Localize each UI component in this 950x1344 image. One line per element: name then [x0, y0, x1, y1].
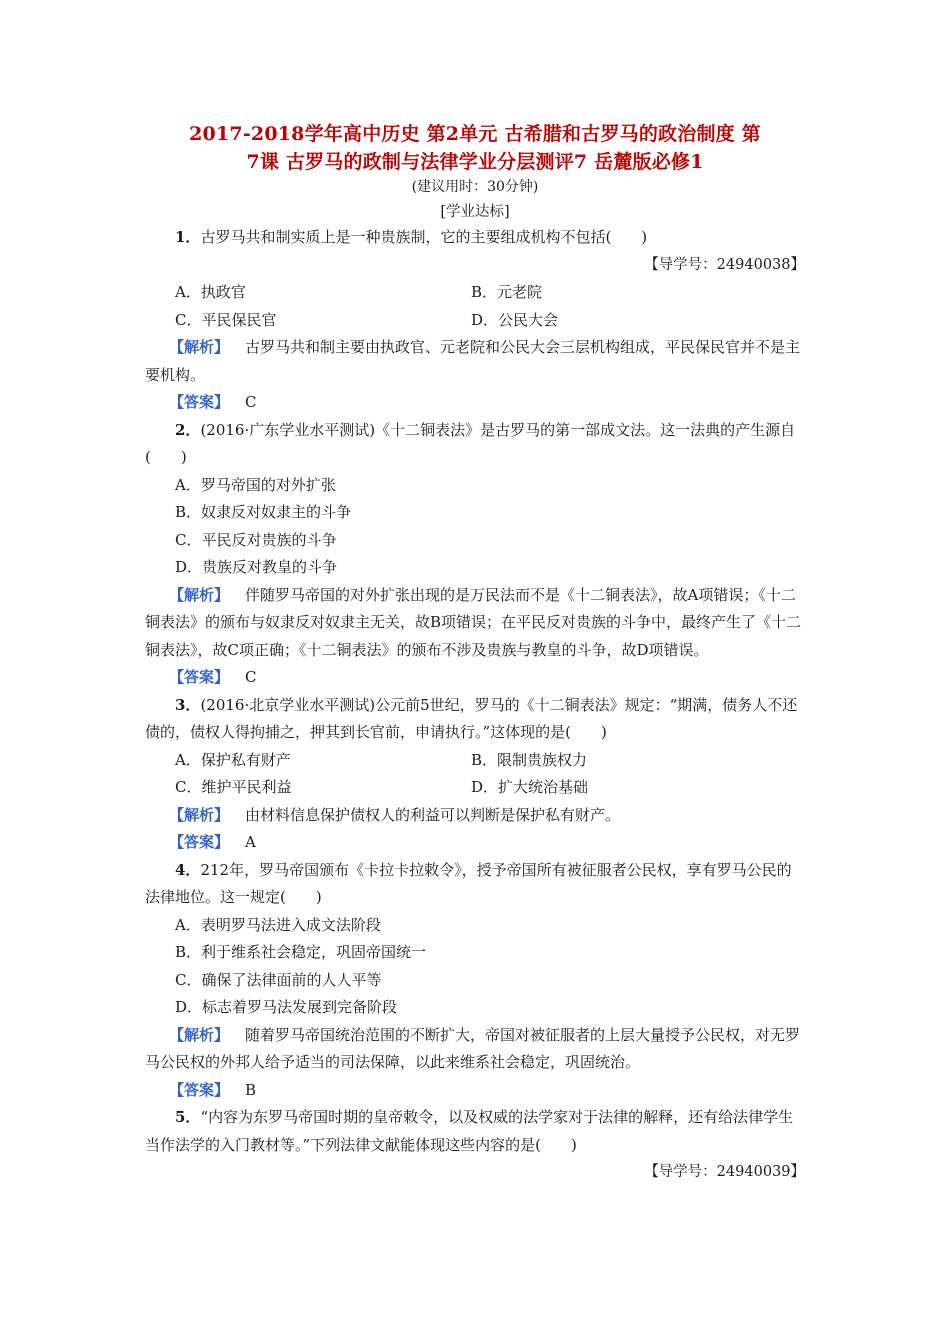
question-1 [145, 224, 805, 417]
question-4 [145, 857, 805, 1105]
option-a: A．保护私有财产 [175, 750, 291, 769]
guide-number: 【导学号：24940038】 [644, 256, 805, 273]
option-d: D．公民大会 [471, 310, 559, 329]
answer: 【答案】 A [169, 833, 256, 851]
guide-number: 【导学号：24940039】 [644, 1164, 805, 1180]
option-c: C．确保了法律面前的人人平等 [175, 970, 382, 989]
option-a: A．执政官 [175, 283, 246, 301]
title-line-1: 2017-2018学年高中历史 第2单元 古希腊和古罗马的政治制度 第 [189, 123, 761, 145]
analysis-tag: 【解析】 [169, 338, 230, 356]
question-stem: 4．212年，罗马帝国颁布《卡拉卡拉敕令》，授予帝国所有被征服者公民权，享有罗马公民的法律地位。这一规定( ) [145, 860, 792, 906]
answer-tag: 【答案】 [169, 833, 230, 851]
suggested-time: (建议用时：30分钟) [411, 179, 539, 195]
answer-tag: 【答案】 [169, 393, 230, 411]
options-row [145, 747, 805, 775]
document-title [145, 120, 805, 176]
question-stem: 1．古罗马共和制实质上是一种贵族制，它的主要组成机构不包括( ) [175, 228, 648, 246]
answer: 【答案】 C [169, 668, 257, 686]
options-row [145, 307, 805, 335]
analysis: 【解析】 伴随罗马帝国的对外扩张出现的是万民法而不是《十二铜表法》，故A项错误；《十二铜表法》的颁布与奴隶反对奴隶主无关，故B项错误；在平民反对贵族的斗争中，最终产生了《十二铜表法》，故C项正确；《十二铜表法》的颁布不涉及贵族与教皇的斗争，故D项错误。 [145, 585, 802, 659]
answer: 【答案】 B [169, 1080, 257, 1099]
title-line-2: 7课 古罗马的政制与法律学业分层测评7 岳麓版必修1 [246, 151, 704, 173]
option-d: D．扩大统治基础 [471, 778, 589, 796]
question-5 [145, 1104, 805, 1187]
option-b: B．元老院 [471, 283, 543, 301]
question-stem: 5．“内容为东罗马帝国时期的皇帝敕令，以及权威的法学家对于法律的解释，还有给法律学生当作法学的入门教材等。”下列法律文献能体现这些内容的是( ) [145, 1108, 794, 1154]
option-c: C．平民反对贵族的斗争 [175, 530, 337, 549]
question-2 [145, 417, 805, 692]
answer: 【答案】 C [169, 393, 257, 411]
question-stem: 2．(2016·广东学业水平测试)《十二铜表法》是古罗马的第一部成文法。这一法典的产生源自( ) [145, 420, 796, 466]
options-row [145, 774, 805, 802]
analysis: 【解析】 随着罗马帝国统治范围的不断扩大，帝国对被征服者的上层大量授予公民权，对无罗马公民权的外邦人给予适当的司法保障，以此来维系社会稳定，巩固统治。 [145, 1025, 801, 1071]
analysis: 【解析】 古罗马共和制主要由执政官、元老院和公民大会三层机构组成，平民保民官并不是主要机构。 [145, 338, 801, 384]
answer-tag: 【答案】 [169, 668, 230, 686]
question-stem: 3．(2016·北京学业水平测试)公元前5世纪，罗马的《十二铜表法》规定：“期满，债务人不还债的，债权人得拘捕之，押其到长官前，申请执行。”这体现的是( ) [145, 695, 798, 741]
option-b: B．奴隶反对奴隶主的斗争 [175, 503, 352, 521]
option-a: A．表明罗马法进入成文法阶段 [175, 915, 381, 934]
option-c: C．维护平民利益 [175, 778, 292, 796]
analysis-tag: 【解析】 [169, 1025, 230, 1044]
analysis: 【解析】 由材料信息保护债权人的利益可以判断是保护私有财产。 [169, 805, 621, 824]
option-d: D．贵族反对教皇的斗争 [175, 558, 338, 576]
option-a: A．罗马帝国的对外扩张 [175, 475, 336, 494]
question-3 [145, 692, 805, 857]
option-b: B．限制贵族权力 [471, 750, 588, 769]
analysis-tag: 【解析】 [169, 585, 230, 604]
section-heading: [学业达标] [440, 204, 510, 220]
option-b: B．利于维系社会稳定，巩固帝国统一 [175, 943, 427, 961]
document-body [145, 120, 805, 1187]
options-row [145, 279, 805, 307]
option-d: D．标志着罗马法发展到完备阶段 [175, 998, 398, 1016]
analysis-tag: 【解析】 [169, 805, 230, 824]
option-c: C．平民保民官 [175, 310, 277, 329]
answer-tag: 【答案】 [169, 1080, 230, 1099]
